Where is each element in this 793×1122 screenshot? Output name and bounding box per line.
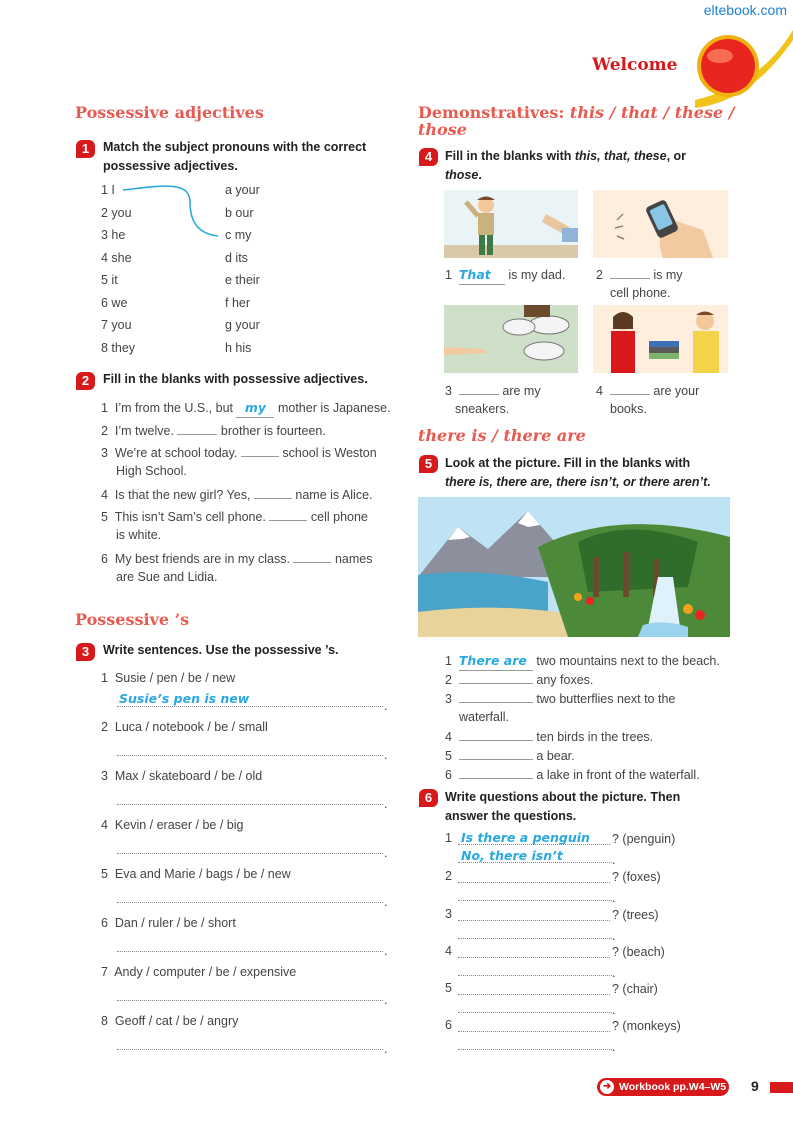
exercise-1-instruction-1: Match the subject pronouns with the correct: [103, 140, 367, 154]
pronoun-item: 1 I: [101, 183, 115, 197]
ex2-blank-6: [293, 551, 331, 563]
ex2-blank-4: [254, 487, 292, 499]
ex2-item-6: 6 My best friends are in my class. names are Sue and Lidia.: [101, 552, 373, 584]
ex4-item-1: 1 That is my dad.: [445, 266, 585, 285]
ex6-item-3: 3 ? (trees) .: [445, 907, 659, 943]
ex2-item-4: 4 Is that the new girl? Yes, name is Alice.: [101, 488, 373, 502]
ex3-list: [101, 669, 391, 1061]
adjective-item: h his: [225, 340, 252, 355]
match-line-example: [120, 180, 225, 242]
adjective-item: b our: [225, 205, 254, 220]
pronoun-item: 8 they: [101, 340, 136, 355]
exercise-1-instruction-2: possessive adjectives.: [103, 159, 238, 173]
exercise-2-instruction: Fill in the blanks with possessive adjectives.: [103, 372, 368, 386]
dad-picture: [444, 190, 578, 258]
exercise-3-instruction: Write sentences. Use the possessive ’s.: [103, 643, 339, 657]
exercise-6-instruction-2: answer the questions.: [445, 809, 577, 823]
ex6-item-5: 5 ? (chair) .: [445, 981, 658, 1017]
adjective-item: d its: [225, 250, 248, 265]
page-tab-bar: [770, 1082, 793, 1093]
adjective-item: c my: [225, 228, 252, 242]
adjective-item: a your: [225, 183, 260, 197]
ex6-item-6: 6 ? (monkeys) .: [445, 1018, 681, 1054]
page-number: 9: [751, 1078, 759, 1094]
ex3-answer-1: Susie’s pen is new: [119, 691, 250, 706]
ex4-answer-1: That: [459, 266, 505, 285]
exercise-5-instruction-1: Look at the picture. Fill in the blanks with: [445, 456, 691, 470]
possessive-s-title: Possessive ’s: [75, 610, 190, 629]
ex3-item-4: 4 Kevin / eraser / be / big .: [101, 818, 388, 860]
pronoun-item: 6 we: [101, 295, 128, 310]
exercise-6-number: 6: [419, 789, 438, 807]
ex2-answer-1: my: [236, 399, 274, 418]
ex2-item-3: 3 We’re at school today. school is Weston High School.: [101, 446, 377, 478]
ex2-item-5: 5 This isn’t Sam’s cell phone. cell phone is white.: [101, 510, 368, 542]
exercise-3-number: 3: [76, 643, 95, 661]
ex6-item-4: 4 ? (beach) .: [445, 944, 665, 980]
exercise-5-instruction-2: there is, there are, there isn’t, or there aren’t.: [445, 475, 711, 489]
arrow-right-icon: ➜: [600, 1080, 614, 1094]
ex3-item-1: 1 Susie / pen / be / new Susie’s pen is new .: [101, 671, 388, 713]
ex4-item-2: 2 is my cell phone.: [596, 268, 683, 300]
ex2-item-2: 2 I’m twelve. brother is fourteen.: [101, 424, 326, 438]
exercise-4-instruction: Fill in the blanks with this, that, these, or those.: [445, 149, 687, 182]
pronoun-item: 3 he: [101, 228, 126, 242]
ex3-item-6: 6 Dan / ruler / be / short .: [101, 916, 388, 958]
ex5-item-4: 4 ten birds in the trees.: [445, 730, 654, 744]
ex3-item-5: 5 Eva and Marie / bags / be / new .: [101, 867, 388, 909]
demonstratives-title: Demonstratives: this / that / these / those: [418, 103, 735, 139]
ex2-blank-5: [269, 509, 307, 521]
workbook-reference[interactable]: Workbook pp.W4–W5: [597, 1078, 729, 1096]
ex5-item-6: 6 a lake in front of the waterfall.: [445, 768, 700, 782]
there-is-title: there is / there are: [418, 426, 586, 445]
ex2-blank-3: [241, 445, 279, 457]
ex3-item-7: 7 Andy / computer / be / expensive .: [101, 965, 388, 1007]
pronoun-item: 4 she: [101, 250, 132, 265]
ex5-item-1: 1 There are two mountains next to the beach.: [445, 652, 735, 671]
landscape-picture: [418, 497, 730, 637]
cell-phone-picture: [593, 190, 728, 258]
adjective-item: e their: [225, 273, 260, 287]
ex5-item-5: 5 a bear.: [445, 749, 575, 763]
books-picture: [593, 305, 728, 373]
site-url[interactable]: eltebook.com: [703, 2, 787, 18]
exercise-5-number: 5: [419, 455, 438, 473]
ex2-blank-2: [177, 423, 217, 435]
ex6-answer-1: No, there isn’t: [461, 848, 563, 863]
ex6-item-2: 2 ? (foxes) .: [445, 869, 661, 905]
ex5-answer-1: There are: [459, 652, 533, 671]
pronoun-item: 2 you: [101, 205, 132, 220]
adjective-item: f her: [225, 295, 251, 310]
ex5-item-3: 3 two butterflies next to the waterfall.: [445, 692, 676, 724]
ex5-list: [445, 652, 735, 785]
ex6-list: [445, 829, 735, 1053]
adjective-list: [225, 181, 325, 361]
ex2-item-1: 1 I’m from the U.S., but my mother is Japanese.: [101, 399, 401, 418]
exercise-2-number: 2: [76, 372, 95, 390]
exercise-1-number: 1: [76, 140, 95, 158]
ex3-item-3: 3 Max / skateboard / be / old .: [101, 769, 388, 811]
possessive-adjectives-title: Possessive adjectives: [75, 103, 264, 122]
exercise-4-number: 4: [419, 148, 438, 166]
ex4-item-3: 3 are my sneakers.: [445, 384, 541, 416]
sneakers-picture: [444, 305, 578, 373]
ex4-item-4: 4 are your books.: [596, 384, 700, 416]
pronoun-item: 5 it: [101, 273, 118, 287]
welcome-ball-icon: [690, 30, 793, 110]
ex3-item-8: 8 Geoff / cat / be / angry .: [101, 1014, 388, 1056]
exercise-6-instruction-1: Write questions about the picture. Then: [445, 790, 681, 804]
ex5-item-2: 2 any foxes.: [445, 673, 594, 687]
ex6-item-1: 1 Is there a penguin ? (penguin) No, there isn’t .: [445, 830, 676, 867]
ex6-question-1: Is there a penguin: [461, 830, 590, 845]
section-tag: Welcome: [592, 55, 678, 75]
ex3-item-2: 2 Luca / notebook / be / small .: [101, 720, 388, 762]
adjective-item: g your: [225, 318, 260, 332]
pronoun-item: 7 you: [101, 318, 132, 332]
